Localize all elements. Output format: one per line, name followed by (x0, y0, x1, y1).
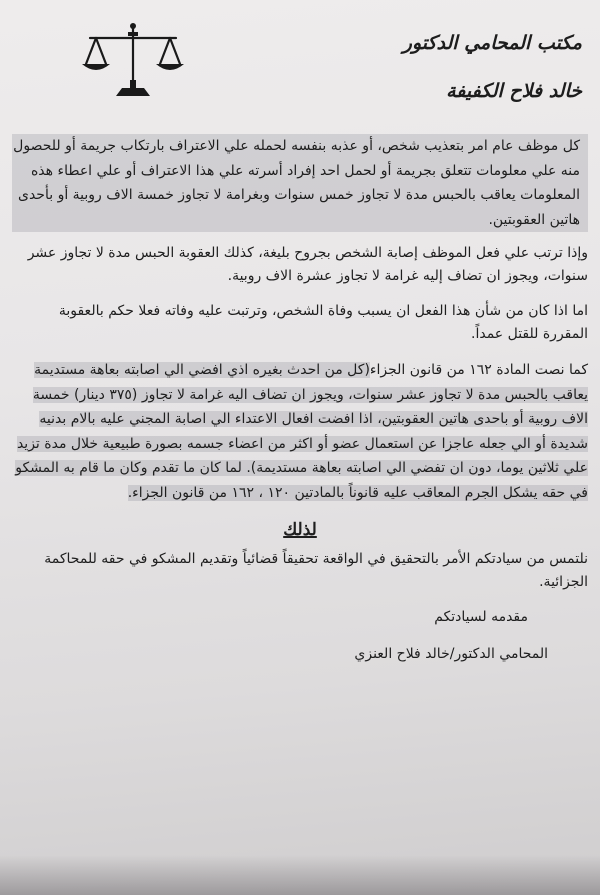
letterhead-office-title: مكتب المحامي الدكتور (402, 32, 582, 54)
document-body (12, 134, 588, 666)
article-162-intro: كما نصت المادة ١٦٢ من قانون الجزاء (369, 362, 588, 378)
signature-presented-by: مقدمه لسيادتكم (434, 609, 528, 625)
section-heading: لذلك (283, 520, 317, 540)
article-162-text: (كل من احدث بغيره اذي افضي الي اصابته بعاهة مستديمة يعاقب بالحبس مدة لا تجاوز عشر سنوات، ويجوز ان تضاف اليه غرامة لا تجاوز (٣٧٥ دينار) خمسة الاف روبية أو باحدى هاتين العقوبتين، اذا افضت افعال الاعتداء الي اصابة المجني عليه بالام بدنيه شديدة أو الي جعله عاجزا عن استعمال عضو أو اكثر من اعضاء جسمه بصورة طبيعية خلال مدة تزيد علي ثلاثين يوما، دون ان تفضي الي اصابته بعاهة مستديمة). لما كان ما تقدم وكان ما قام به المشكو في حقه يشكل الجرم المعاقب عليه قانوناً بالمادتين ١٢٠ ، ١٦٢ من قانون الجزاء. (15, 362, 588, 501)
letterhead-lawyer-name: خالد فلاح الكفيفة (446, 80, 582, 102)
paragraph-death-penalty: اما اذا كان من شأن هذا الفعل ان يسبب وفاة الشخص، وترتبت عليه وفاته فعلا حكم بالعقوبة المقررة للقتل عمداً. (58, 303, 588, 342)
paragraph-request: نلتمس من سيادتكم الأمر بالتحقيق في الواقعة تحقيقاً قضائياً وتقديم المشكو في حقه للمحاكمة الجزائية. (44, 551, 588, 590)
paragraph-severe-injury: وإذا ترتب علي فعل الموظف إصابة الشخص بجروح بليغة، كذلك العقوبة الحبس مدة لا تجاوز عشر سنوات، ويجوز ان تضاف إليه غرامة لا تجاوز عشرة الاف روبية. (27, 245, 588, 284)
signature-lawyer-name: المحامي الدكتور/خالد فلاح العنزي (354, 646, 548, 662)
paragraph-article-162 (12, 358, 588, 505)
letterhead (322, 22, 582, 122)
scales-of-justice-icon (78, 20, 188, 100)
paragraph-torture-article: كل موظف عام امر بتعذيب شخص، أو عذبه بنفسه لحمله علي الاعتراف بارتكاب جريمة أو للحصول منه علي معلومات تتعلق بجريمة أو لحمل احد إفراد أسرته علي هذا الاعتراف أو علي اعطاء هذه المعلومات يعاقب بالحبس مدة لا تجاوز خمس سنوات وبغرامة لا تجاوز خمسة الاف روبية أو بأحدى هاتين العقوبتين. (12, 134, 588, 232)
